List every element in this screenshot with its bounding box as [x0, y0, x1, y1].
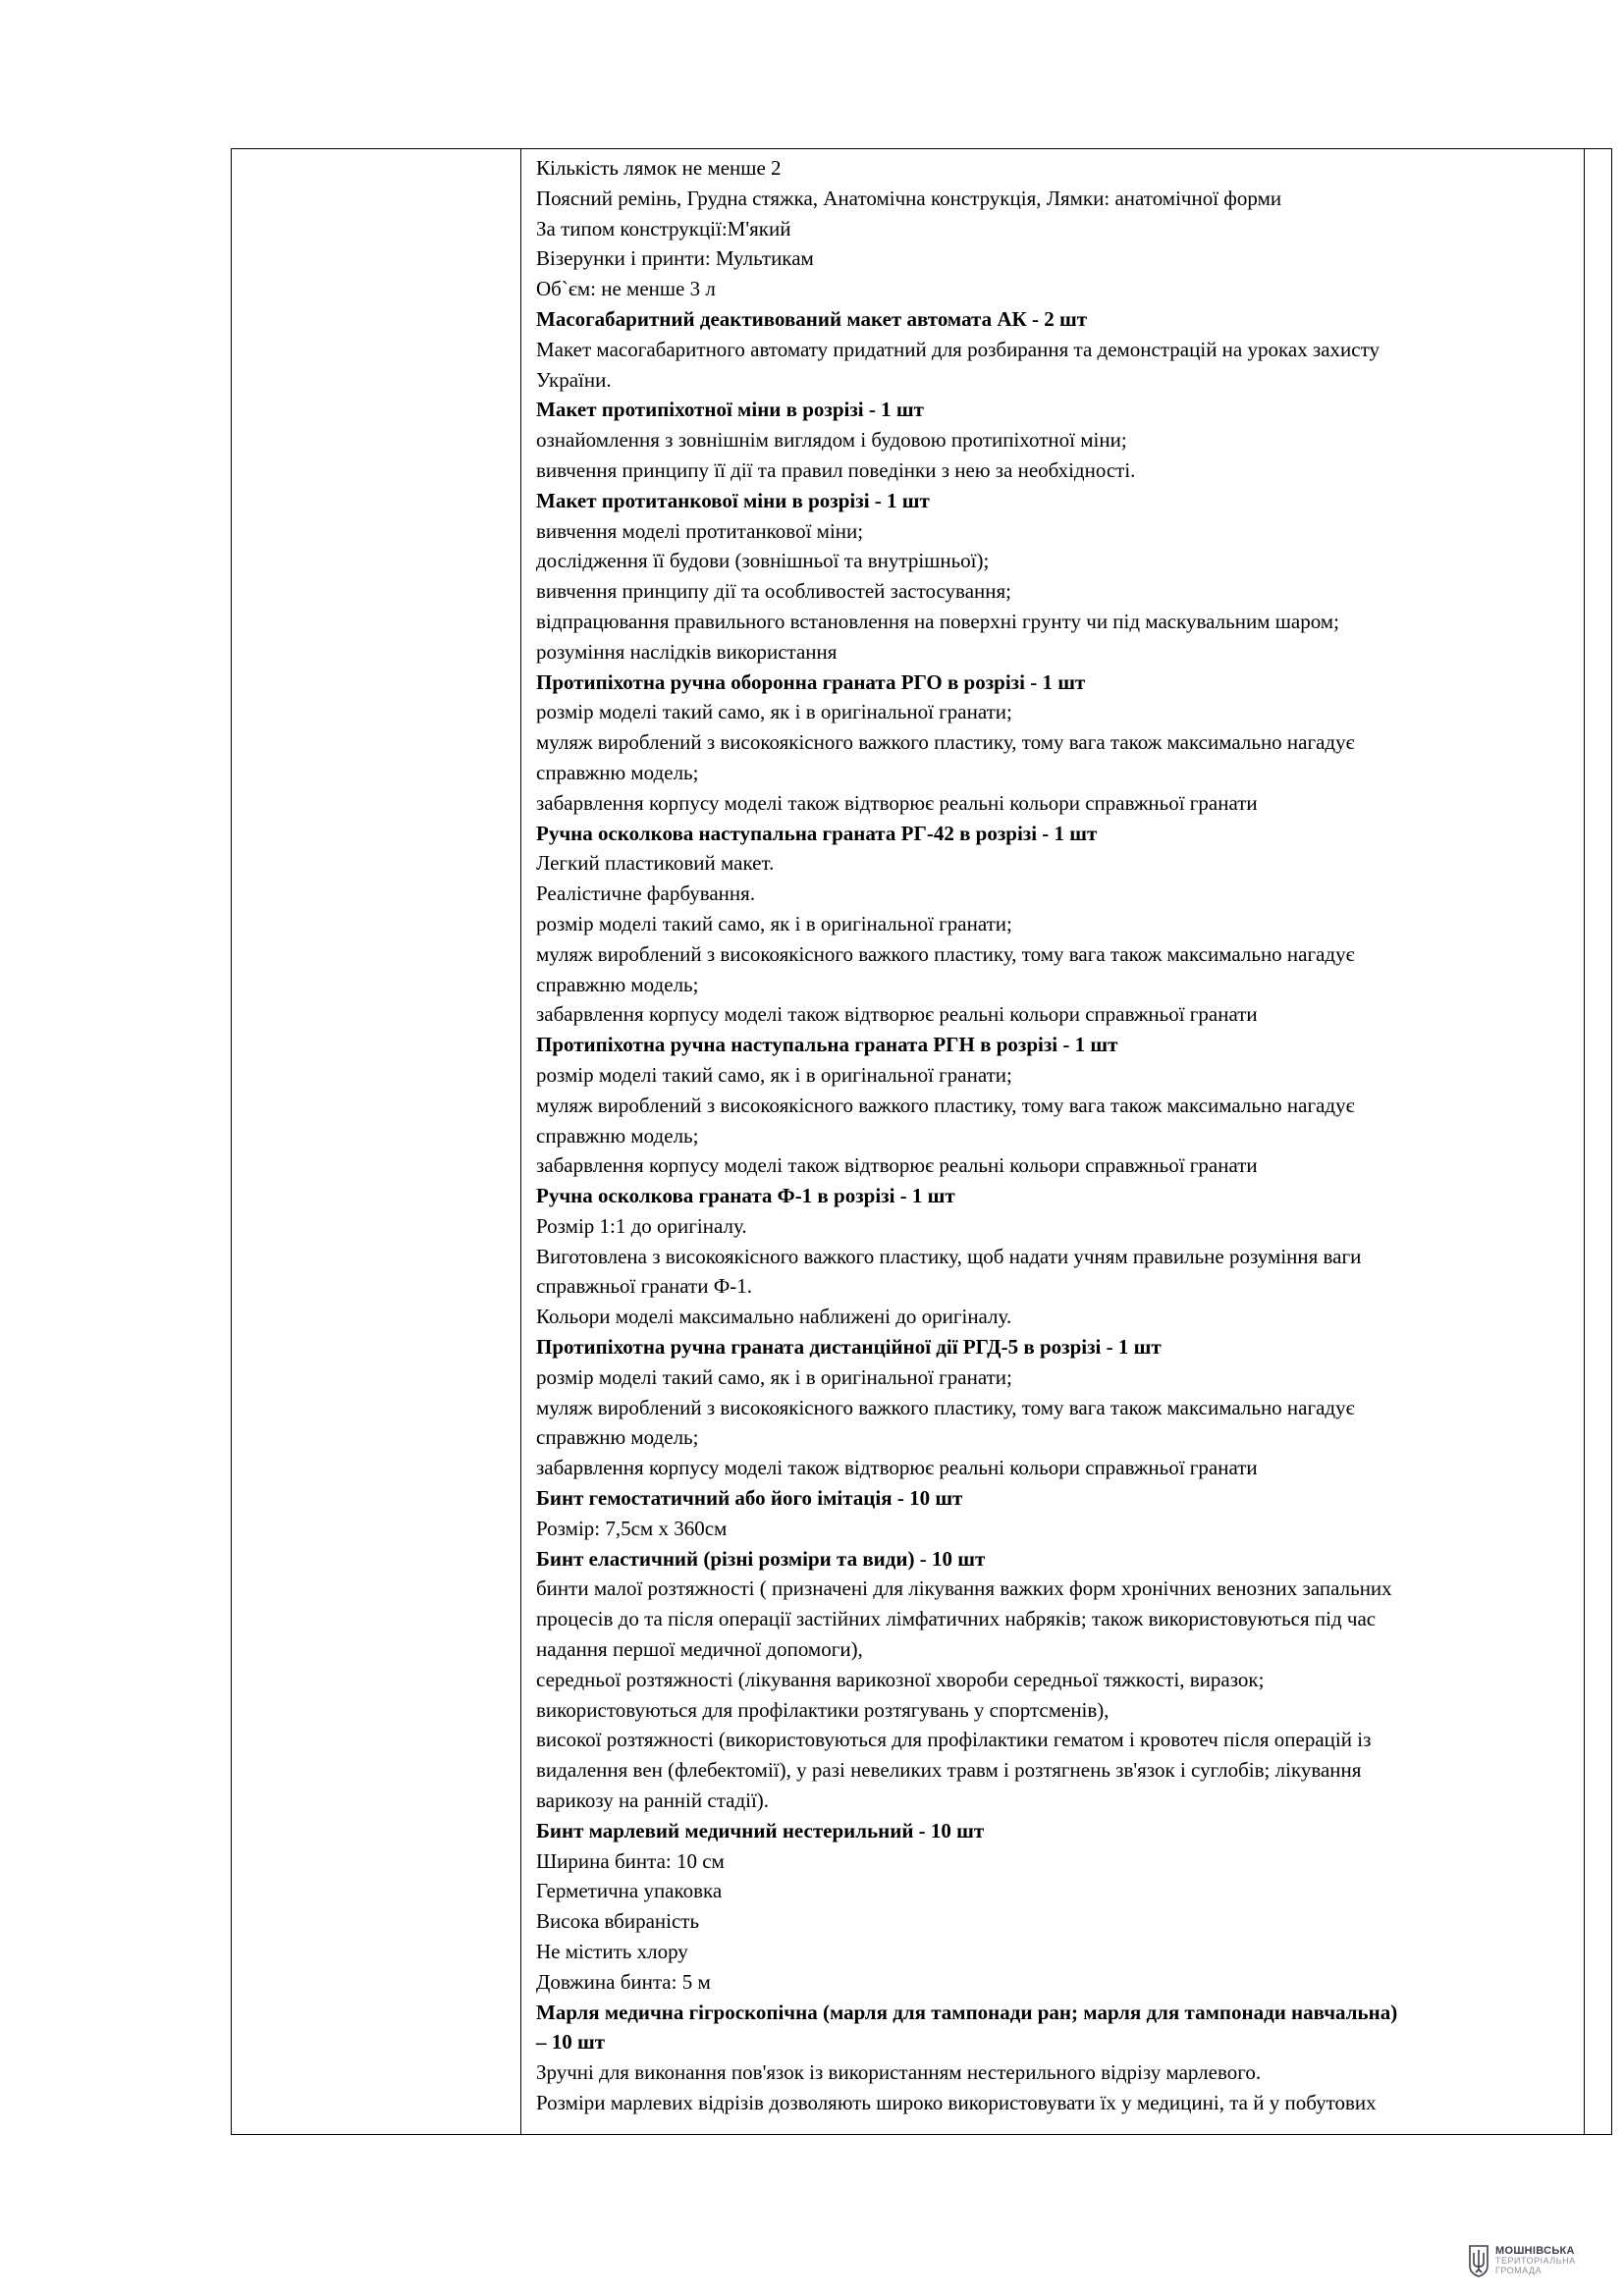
item-text-line: середньої розтяжності (лікування варикозної хвороби середньої тяжкості, виразок; — [536, 1667, 1265, 1691]
item-heading: Макет протитанкової міни в розрізі - 1 шт — [536, 488, 930, 512]
item-heading: Бинт гемостатичний або його імітація - 10 шт — [536, 1486, 963, 1511]
item-text-line: Об`єм: не менше 3 л — [536, 277, 716, 301]
item-text-line: Довжина бинта: 5 м — [536, 1969, 711, 1994]
item-text-line: забарвлення корпусу моделі також відтворює реальні кольори справжньої гранати — [536, 1456, 1258, 1480]
item-heading: Ручна осколкова граната Ф-1 в розрізі - 1 шт — [536, 1184, 955, 1208]
item-text-line: Висока вбираність — [536, 1909, 700, 1934]
item-text-line: Реалістичне фарбування. — [536, 881, 756, 906]
item-heading: Бинт еластичний (різні розміри та види) - 10 шт — [536, 1546, 986, 1571]
logo-line-2: ТЕРИТОРІАЛЬНА — [1495, 2256, 1576, 2266]
item-text-line: муляж вироблений з високоякісного важкого пластику, тому вага також максимально нагадує — [536, 1395, 1355, 1419]
item-text-line: розмір моделі такий само, як і в оригінальної гранати; — [536, 1062, 1012, 1087]
item-text-line: За типом конструкції:М'який — [536, 216, 791, 240]
community-logo — [1468, 2244, 1576, 2277]
item-text-line: забарвлення корпусу моделі також відтворює реальні кольори справжньої гранати — [536, 1002, 1258, 1027]
item-heading: Протипіхотна ручна оборонна граната РГО в розрізі - 1 шт — [536, 669, 1086, 694]
item-text-line: процесів до та після операції застійних лімфатичних набряків; також використовуються під час — [536, 1607, 1377, 1631]
item-text-line: відпрацювання правильного встановлення на поверхні грунту чи під маскувальним шаром; — [536, 609, 1339, 633]
item-text-line: високої розтяжності (використовуються для профілактики гематом і кровотеч після операцій із — [536, 1728, 1372, 1752]
item-text-line: розмір моделі такий само, як і в оригінальної гранати; — [536, 1364, 1012, 1389]
item-text-line: муляж вироблений з високоякісного важкого пластику, тому вага також максимально нагадує — [536, 730, 1355, 755]
item-text-line: Ширина бинта: 10 см — [536, 1848, 725, 1873]
item-text-line: Поясний ремінь, Грудна стяжка, Анатомічна конструкція, Лямки: анатомічної форми — [536, 186, 1282, 210]
item-text-line: видалення вен (флебектомії), у разі невеликих травм і розтягнень зв'язок і суглобів; лікування — [536, 1758, 1362, 1783]
item-text-line: муляж вироблений з високоякісного важкого пластику, тому вага також максимально нагадує — [536, 1093, 1355, 1117]
item-heading: Бинт марлевий медичний нестерильний - 10 шт — [536, 1818, 985, 1842]
item-heading: – 10 шт — [536, 2030, 606, 2055]
item-text-line: Макет масогабаритного автомату придатний для розбирання та демонстрацій на уроках захисту — [536, 337, 1380, 361]
item-heading: Протипіхотна ручна граната дистанційної дії РГД-5 в розрізі - 1 шт — [536, 1335, 1162, 1360]
table-column-divider — [1584, 149, 1585, 2134]
item-text-line: справжню модель; — [536, 972, 699, 996]
item-text-line: Візерунки і принти: Мультикам — [536, 246, 814, 271]
item-text-line: варикозу на ранній стадії). — [536, 1789, 770, 1813]
item-text-line: дослідження її будови (зовнішньої та внутрішньої); — [536, 549, 990, 573]
item-text-line: Герметична упаковка — [536, 1879, 723, 1903]
item-heading: Марля медична гігроскопічна (марля для тампонади ран; марля для тампонади навчальна) — [536, 2000, 1398, 2024]
item-text-line: вивчення моделі протитанкової міни; — [536, 518, 864, 543]
item-text-line: Розмір: 7,5см х 360см — [536, 1516, 728, 1540]
item-text-line: надання першої медичної допомоги), — [536, 1637, 863, 1662]
item-text-line: забарвлення корпусу моделі також відтворює реальні кольори справжньої гранати — [536, 1153, 1258, 1178]
item-text-line: справжньої гранати Ф-1. — [536, 1274, 753, 1299]
item-text-line: вивчення принципу дії та особливостей застосування; — [536, 579, 1011, 604]
item-text-line: Розміри марлевих відрізів дозволяють широко використовувати їх у медицині, та й у побутових — [536, 2091, 1377, 2114]
logo-line-3: ГРОМАДА — [1495, 2266, 1543, 2275]
logo-line-1: МОШНІВСЬКА — [1495, 2245, 1575, 2257]
trident-emblem-icon — [1468, 2244, 1489, 2277]
item-text-line: справжню модель; — [536, 1123, 699, 1148]
spec-description-cell — [536, 153, 1579, 2118]
item-text-line: використовуються для профілактики розтягувань у спортсменів), — [536, 1697, 1110, 1722]
item-text-line: Кількість лямок не менше 2 — [536, 156, 782, 180]
item-text-line: ознайомлення з зовнішнім виглядом і будовою протипіхотної міни; — [536, 428, 1127, 453]
item-text-line: справжню модель; — [536, 1425, 699, 1450]
item-heading: Макет протипіхотної міни в розрізі - 1 шт — [536, 398, 924, 422]
item-text-line: справжню модель; — [536, 760, 699, 784]
item-text-line: Не містить хлору — [536, 1940, 688, 1964]
item-text-line: забарвлення корпусу моделі також відтворює реальні кольори справжньої гранати — [536, 790, 1258, 815]
logo-text — [1495, 2246, 1576, 2275]
item-text-line: Розмір 1:1 до оригіналу. — [536, 1213, 747, 1238]
item-heading: Ручна осколкова наступальна граната РГ-42 в розрізі - 1 шт — [536, 821, 1098, 845]
item-text-line: Кольори моделі максимально наближені до оригіналу. — [536, 1305, 1012, 1329]
item-text-line: бинти малої розтяжності ( призначені для лікування важких форм хронічних венозних запальних — [536, 1576, 1392, 1601]
item-text-line: Легкий пластиковий макет. — [536, 851, 775, 876]
item-text-line: розмір моделі такий само, як і в оригінальної гранати; — [536, 700, 1012, 724]
item-heading: Протипіхотна ручна наступальна граната РГН в розрізі - 1 шт — [536, 1033, 1118, 1057]
item-text-line: вивчення принципу її дії та правил поведінки з нею за необхідності. — [536, 457, 1136, 482]
spec-table — [231, 148, 1612, 2135]
item-text-line: розмір моделі такий само, як і в оригінальної гранати; — [536, 911, 1012, 935]
table-column-divider — [520, 149, 521, 2134]
item-text-line: муляж вироблений з високоякісного важкого пластику, тому вага також максимально нагадує — [536, 941, 1355, 966]
item-text-line: Зручні для виконання пов'язок із використанням нестерильного відрізу марлевого. — [536, 2060, 1262, 2085]
item-text-line: України. — [536, 367, 612, 392]
item-text-line: розуміння наслідків використання — [536, 639, 838, 664]
item-heading: Масогабаритний деактивований макет автомата АК - 2 шт — [536, 306, 1088, 331]
item-text-line: Виготовлена з високоякісного важкого пластику, щоб надати учням правильне розуміння ваги — [536, 1244, 1362, 1268]
